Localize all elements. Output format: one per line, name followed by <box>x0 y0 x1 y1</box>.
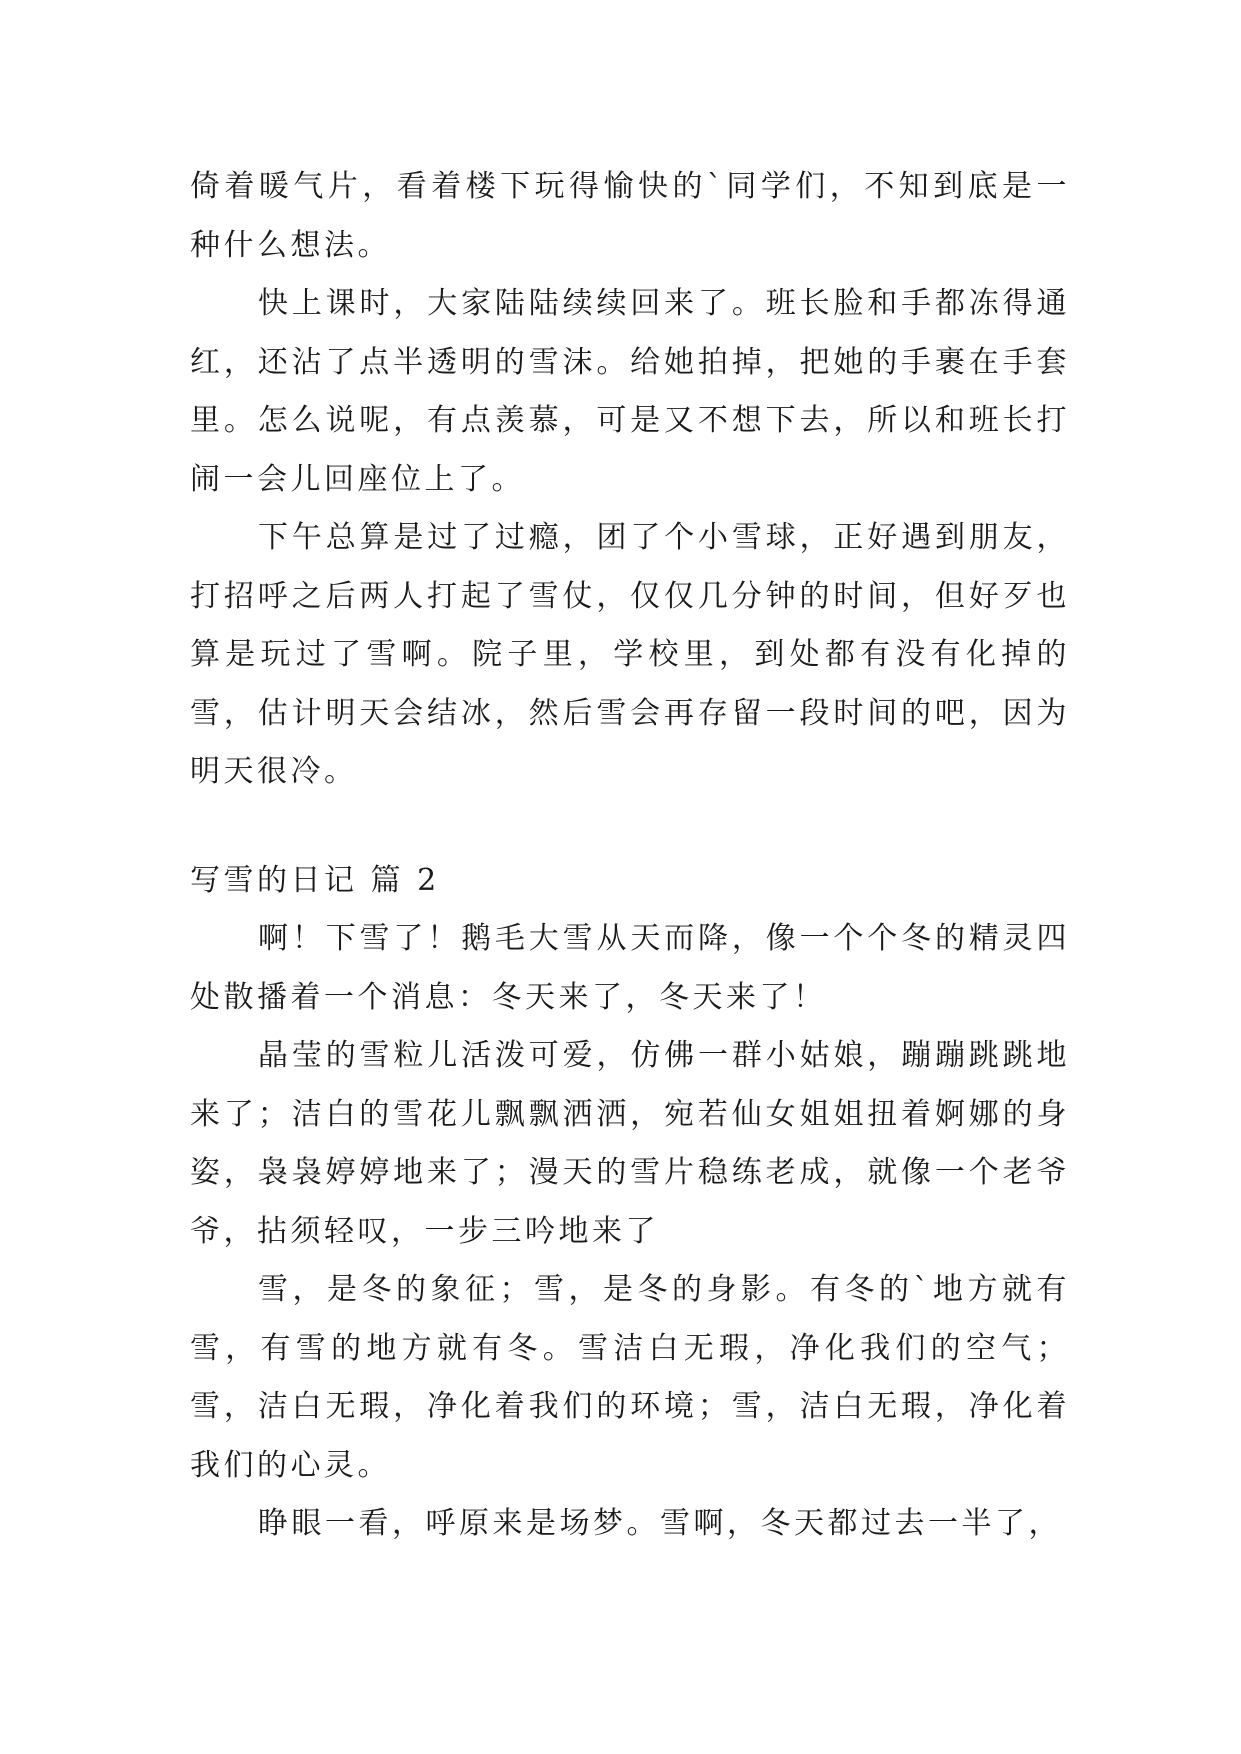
paragraph: 睁眼一看，呼原来是场梦。雪啊，冬天都过去一半了， <box>258 1506 1062 1541</box>
paragraph: 啊！下雪了！鹅毛大雪从天而降，像一个个冬的精灵四处散播着一个消息：冬天来了，冬天来了！ <box>190 921 1070 1015</box>
paragraph: 倚着暖气片，看着楼下玩得愉快的`同学们，不知到底是一种什么想法。 <box>190 169 1070 263</box>
paragraph: 雪，是冬的象征；雪，是冬的身影。有冬的`地方就有雪，有雪的地方就有冬。雪洁白无瑕，净化我们的空气；雪，洁白无瑕，净化着我们的环境；雪，洁白无瑕，净化着我们的心灵。 <box>190 1272 1070 1483</box>
paragraph: 下午总算是过了过瘾，团了个小雪球，正好遇到朋友，打招呼之后两人打起了雪仗，仅仅几分钟的时间，但好歹也算是玩过了雪啊。院子里，学校里，到处都有没有化掉的雪，估计明天会结冰，然后雪会再存留一段时间的吧，因为明天很冷。 <box>190 520 1070 789</box>
paragraph: 快上课时，大家陆陆续续回来了。班长脸和手都冻得通红，还沾了点半透明的雪沫。给她拍掉，把她的手裹在手套里。怎么说呢，有点羡慕，可是又不想下去，所以和班长打闹一会儿回座位上了。 <box>190 286 1070 497</box>
document-page <box>190 158 1070 1554</box>
section-title: 写雪的日记 篇 2 <box>190 862 440 898</box>
paragraph: 晶莹的雪粒儿活泼可爱，仿佛一群小姑娘，蹦蹦跳跳地来了；洁白的雪花儿飘飘洒洒，宛若仙女姐姐扭着婀娜的身姿，袅袅婷婷地来了；漫天的雪片稳练老成，就像一个老爷爷，拈须轻叹，一步三吟地来了 <box>190 1038 1070 1249</box>
